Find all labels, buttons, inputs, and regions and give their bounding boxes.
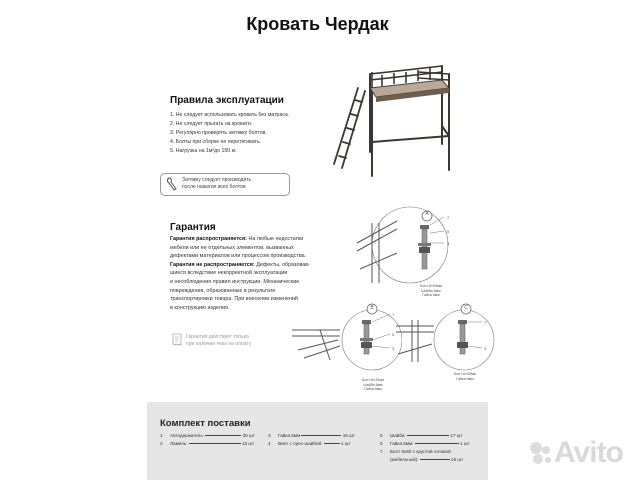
kit-item: 4 Винт с прес-шайбой: 1 шт <box>268 441 351 446</box>
svg-text:5: 5 <box>447 229 450 234</box>
kit-item: 7 Болт 8х60 с круглой головой <box>380 449 451 454</box>
assembly-diagram-a <box>352 203 462 285</box>
svg-text:7: 7 <box>392 312 395 317</box>
warranty-note: Гарантия действует только при наличии чека на оплату <box>186 334 252 347</box>
kit-item: 1 Автодержатель: 30 шт <box>160 433 255 438</box>
kit-item: 6 Гайка 8мм: 1 шт <box>380 441 470 446</box>
warranty-text: Гарантия распространяется: На любые недостатки мебели или ее отдельных элементов, вызванных дефектами материалов или процессом производства. Гарантия не распространяется: Дефекты, образовав- шиеся вследствие некорректной эксплуатации и несоблюдения правил инструкции. Механические повреждения, образованные в результате транспортировки товара. При внесении изменений в конструкцию изделия. <box>170 236 310 311</box>
rules-heading: Правила эксплуатации <box>170 95 284 106</box>
diagram-c-caption: Болт 8×65мм Гайка 8мм <box>453 372 477 381</box>
rules-list <box>170 111 289 156</box>
svg-text:3: 3 <box>484 346 487 351</box>
assembly-diagram-b <box>290 300 402 380</box>
wrench-icon <box>166 177 178 191</box>
kit-col-2 <box>268 432 355 448</box>
loft-bed-illustration <box>322 60 472 185</box>
svg-text:3: 3 <box>447 241 450 246</box>
svg-text:7: 7 <box>447 215 450 220</box>
kit-item: 3 Гайка 8мм 16 шт <box>268 433 355 438</box>
receipt-icon <box>172 333 182 346</box>
rules-item: 4. Болты при сборке не перетягивать. <box>170 139 261 145</box>
rules-item: 2. Не следует прыгать на кровати. <box>170 121 253 127</box>
rules-item: 5. Нагрузка на 1м²до 150 кг. <box>170 148 237 154</box>
rules-item: 3. Регулярно проверять затяжку болтов. <box>170 130 267 136</box>
svg-text:5: 5 <box>392 332 395 337</box>
kit-item: 2 Ламель: 15 шт <box>160 441 255 446</box>
svg-text:3: 3 <box>392 346 395 351</box>
rules-item: 1. Не следует использовать кровать без матраса. <box>170 112 290 118</box>
kit-heading: Комплект поставки <box>160 418 251 429</box>
diagram-c-label: C <box>464 305 468 311</box>
watermark: Avito <box>528 436 623 470</box>
assembly-diagram-c <box>392 300 502 380</box>
kit-col-1 <box>160 432 255 448</box>
diagram-b-caption: Болт 8×40мм Шайба 8мм Гайка 8мм <box>361 378 385 391</box>
svg-text:7: 7 <box>484 320 487 325</box>
kit-item: 5 Шайба: 17 шт <box>380 433 463 438</box>
diagram-a-label: A <box>425 211 429 217</box>
diagram-b-label: B <box>370 305 374 311</box>
bolt-note-text: Затяжку следует производить после нажатия всех болтов <box>182 177 252 190</box>
kit-col-3 <box>380 432 470 464</box>
kit-item: (мебельный): 16 шт <box>390 457 464 462</box>
warranty-heading: Гарантия <box>170 222 216 233</box>
page-title: Кровать Чердак <box>246 14 389 34</box>
avito-logo-icon <box>528 440 554 466</box>
diagram-a-caption: Болт 8×65мм Шайба 8мм Гайка 8мм <box>419 284 443 297</box>
